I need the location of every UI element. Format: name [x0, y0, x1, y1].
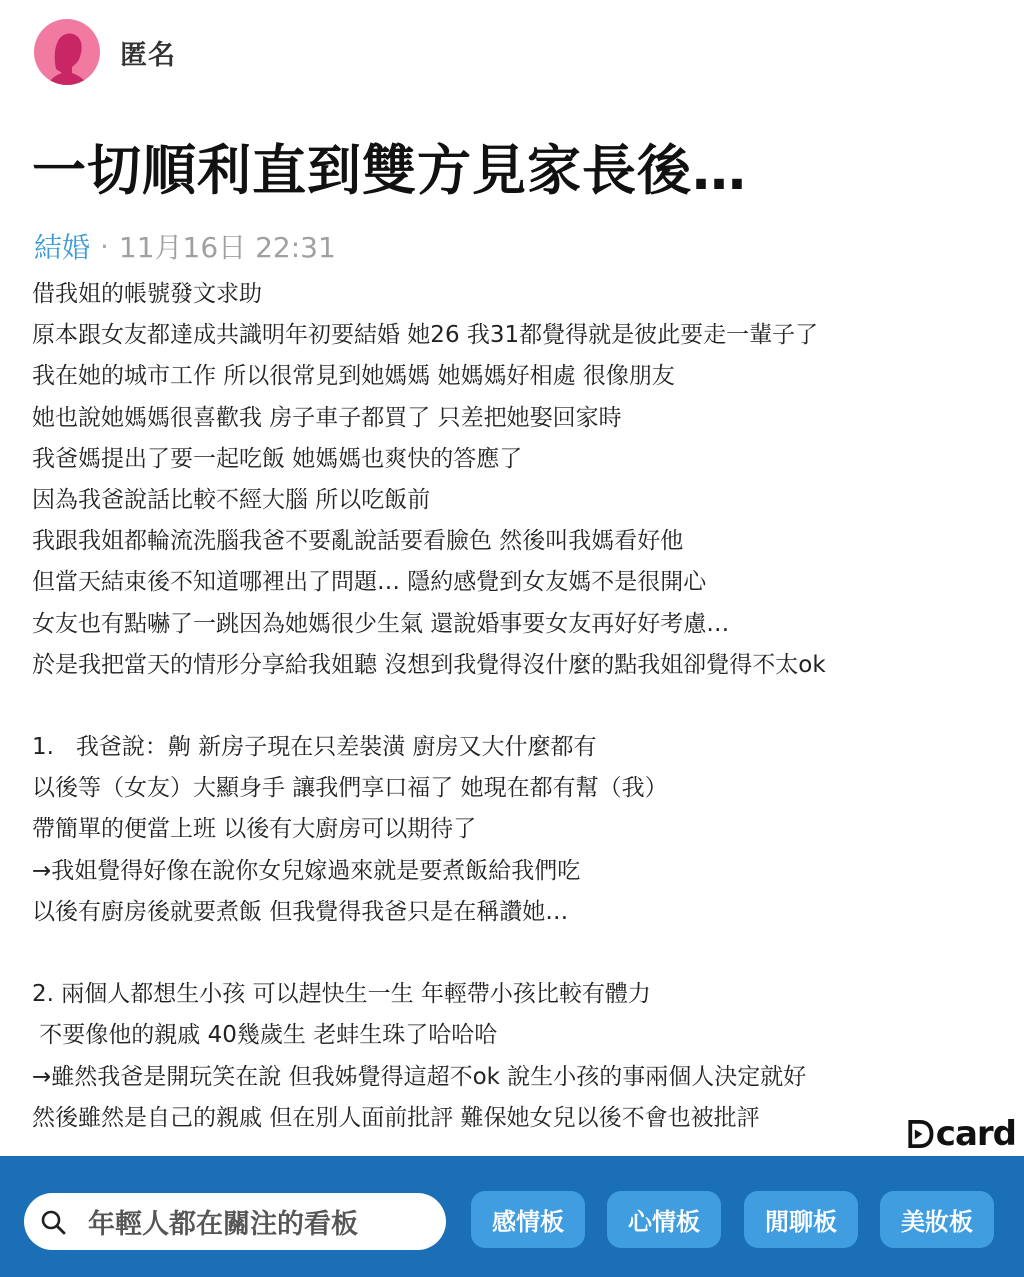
content-line: 帶簡單的便當上班 以後有大廚房可以期待了	[32, 816, 477, 843]
board-search[interactable]	[24, 1193, 446, 1250]
content-line: 原本跟女友都達成共識明年初要結婚 她26 我31都覺得就是彼此要走一輩子了	[32, 322, 819, 349]
dcard-logo	[908, 1112, 1016, 1156]
author-name[interactable]: 匿名	[120, 39, 176, 71]
brand-wordmark: card	[935, 1114, 1016, 1154]
board-chip-relationship[interactable]: 感情板	[471, 1191, 585, 1248]
post-header	[34, 18, 176, 86]
content-line: 以後有廚房後就要煮飯 但我覺得我爸只是在稱讚她…	[32, 898, 569, 925]
content-line: →雖然我爸是開玩笑在說 但我姊覺得這超不ok 說生小孩的事兩個人決定就好	[32, 1063, 807, 1090]
content-line: 我爸媽提出了要一起吃飯 她媽媽也爽快的答應了	[32, 445, 523, 472]
search-placeholder: 年輕人都在關注的看板	[88, 1209, 358, 1240]
dcard-logo-icon	[908, 1115, 934, 1153]
content-line: 不要像他的親戚 40幾歲生 老蚌生珠了哈哈哈	[32, 1022, 498, 1049]
content-line: 女友也有點嚇了一跳因為她媽很少生氣 還說婚事要女友再好好考慮…	[32, 610, 730, 637]
post-content	[32, 274, 1002, 1139]
post-date: 11月16日 22:31	[118, 231, 336, 264]
board-chip-mood[interactable]: 心情板	[607, 1191, 721, 1248]
avatar[interactable]	[34, 19, 100, 85]
content-blank-line	[32, 933, 1002, 974]
content-blank-line	[32, 686, 1002, 727]
meta-separator: ·	[100, 229, 109, 263]
content-line: 她也說她媽媽很喜歡我 房子車子都買了 只差把她娶回家時	[32, 404, 622, 431]
content-line: 1. 我爸說：齁 新房子現在只差裝潢 廚房又大什麼都有	[32, 734, 597, 761]
search-icon	[40, 1209, 66, 1235]
content-line: 但當天結束後不知道哪裡出了問題… 隱約感覺到女友媽不是很開心	[32, 569, 707, 596]
board-link[interactable]: 結婚	[34, 231, 91, 264]
content-line: 然後雖然是自己的親戚 但在別人面前批評 難保她女兒以後不會也被批評	[32, 1104, 760, 1131]
post-title: 一切順利直到雙方見家長後…	[32, 139, 747, 202]
board-chip-chat[interactable]: 閒聊板	[744, 1191, 858, 1248]
board-chip-makeup[interactable]: 美妝板	[880, 1191, 994, 1248]
content-line: 我在她的城市工作 所以很常見到她媽媽 她媽媽好相處 很像朋友	[32, 363, 675, 390]
content-line: 2. 兩個人都想生小孩 可以趕快生一生 年輕帶小孩比較有體力	[32, 981, 651, 1008]
content-line: 借我姐的帳號發文求助	[32, 281, 262, 307]
content-line: →我姐覺得好像在說你女兒嫁過來就是要煮飯給我們吃	[32, 857, 581, 884]
content-line: 因為我爸說話比較不經大腦 所以吃飯前	[32, 486, 431, 513]
post-meta	[34, 226, 336, 266]
content-line: 於是我把當天的情形分享給我姐聽 沒想到我覺得沒什麼的點我姐卻覺得不太ok	[32, 651, 826, 678]
female-avatar-icon	[34, 19, 100, 85]
content-line: 以後等（女友）大顯身手 讓我們享口福了 她現在都有幫（我）	[32, 775, 668, 802]
bottom-bar	[0, 1156, 1024, 1277]
content-line: 我跟我姐都輪流洗腦我爸不要亂說話要看臉色 然後叫我媽看好他	[32, 528, 684, 555]
